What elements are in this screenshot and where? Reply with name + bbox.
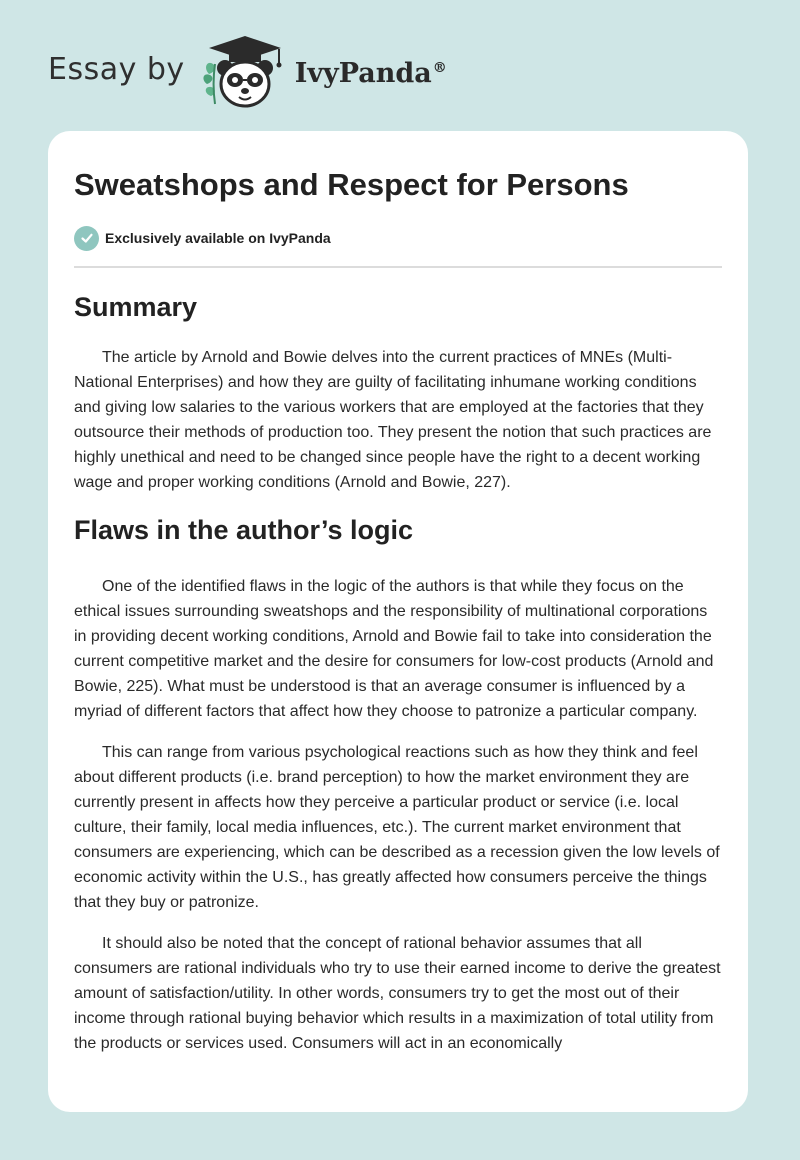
title-divider — [74, 266, 722, 268]
exclusive-badge — [74, 224, 722, 252]
paragraph: The article by Arnold and Bowie delves into the current practices of MNEs (Multi-National Enterprises) and how they are guilty of facilitating inhumane working conditions and giving low salaries to the various workers that are employed at the factories that they outsource their methods of production too. They present the notion that such practices are highly unethical and need to be changed since people have the right to a decent working wage and proper working conditions (Arnold and Bowie, 227). — [74, 349, 712, 491]
paragraph: One of the identified flaws in the logic of the authors is that while they focus on the ethical issues surrounding sweatshops and the responsibility of multinational corporations in providing decent working conditions, Arnold and Bowie fail to take into consideration the current competitive market and the desire for consumers for low-cost products (Arnold and Bowie, 225). What must be understood is that an average consumer is influenced by a myriad of different factors that affect how they choose to patronize a particular company. — [74, 578, 714, 720]
section-heading-flaws: Flaws in the author’s logic — [74, 515, 414, 545]
brand-name: IvyPanda® — [294, 57, 447, 89]
paragraph: This can range from various psychological reactions such as how they think and feel about different products (i.e. brand perception) to how the market environment they are currently present in affects how they perceive a particular product or service (i.e. local culture, their family, local media influences, etc.). The current market environment that consumers are experiencing, which can be described as a recession given the low levels of economic activity within the U.S., has greatly affected how consumers perceive the things that they buy or patronize. — [74, 744, 720, 911]
check-circle-icon — [74, 226, 99, 251]
panda-graduate-icon — [201, 34, 289, 110]
exclusive-label: Exclusively available on IvyPanda — [105, 230, 331, 246]
paragraph: It should also be noted that the concept of rational behavior assumes that all consumers are rational individuals who try to use their earned income to derive the greatest amount of satisfaction/utility. In other words, consumers try to get the most out of their income through rational buying behavior which results in a maximization of total utility from the products or services used. Consumers will act in an economically — [74, 935, 721, 1052]
essay-title: Sweatshops and Respect for Persons — [74, 167, 629, 202]
section-heading-summary: Summary — [74, 292, 198, 322]
site-brand[interactable] — [48, 34, 447, 110]
essay-card — [48, 131, 748, 1112]
brand-prefix: Essay by — [48, 51, 185, 87]
